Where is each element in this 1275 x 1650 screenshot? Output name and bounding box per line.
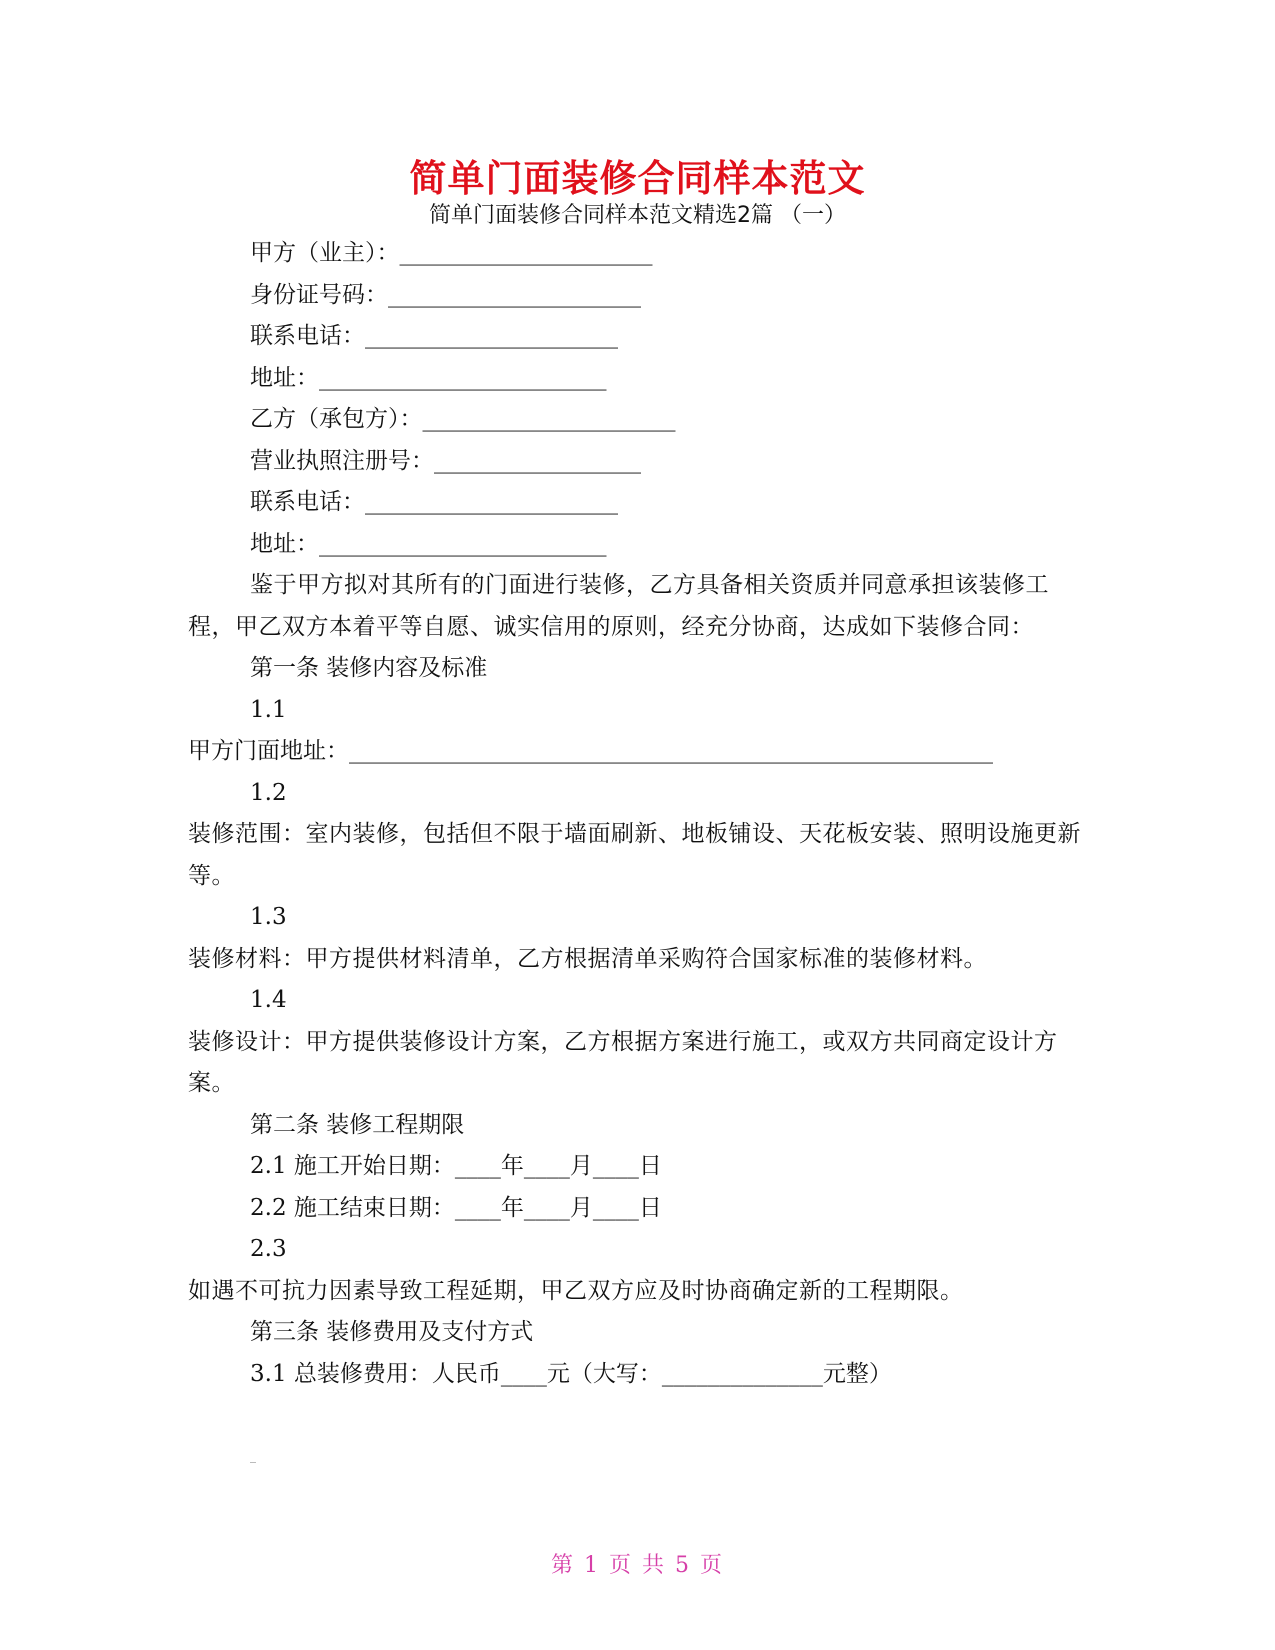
party-a-phone-field: 联系电话：______________________ — [250, 323, 618, 349]
document-title: 简单门面装修合同样本范文 — [409, 157, 866, 200]
clause-line: 3.1 总装修费用：人民币____元（大写：______________元整） — [250, 1360, 892, 1387]
document-subtitle: 简单门面装修合同样本范文精选2篇 （一） — [429, 203, 846, 228]
clause-number: 1.2 — [250, 779, 287, 806]
clause-line: 2.1 施工开始日期：____年____月____日 — [250, 1153, 662, 1179]
party-b-phone-field: 联系电话：______________________ — [250, 489, 618, 515]
party-a-address-field: 地址：_________________________ — [250, 364, 607, 391]
intro-paragraph: 鉴于甲方拟对其所有的门面进行装修，乙方具备相关资质并同意承担该装修工程，甲乙双方本着平等自愿、诚实信用的原则，经充分协商，达成如下装修合同： — [188, 572, 1049, 640]
page-footer: 第 1 页 共 5 页 — [551, 1553, 724, 1578]
clause-text: 装修范围：室内装修，包括但不限于墙面刷新、地板铺设、天花板安装、照明设施更新等。 — [188, 821, 1081, 889]
party-b-field: 乙方（承包方）：______________________ — [250, 406, 676, 432]
party-a-field: 甲方（业主）：______________________ — [250, 240, 653, 266]
clause-text: 装修材料：甲方提供材料清单，乙方根据清单采购符合国家标准的装修材料。 — [188, 945, 987, 972]
clause-number: 2.3 — [250, 1236, 287, 1262]
clause-text: 如遇不可抗力因素导致工程延期，甲乙双方应及时协商确定新的工程期限。 — [188, 1277, 964, 1304]
business-license-field: 营业执照注册号：__________________ — [250, 447, 641, 474]
document-body — [188, 233, 1088, 1395]
article-1-heading: 第一条 装修内容及标准 — [250, 655, 488, 681]
article-2-heading: 第二条 装修工程期限 — [250, 1111, 465, 1138]
clause-text: 装修设计：甲方提供装修设计方案，乙方根据方案进行施工，或双方共同商定设计方案。 — [188, 1028, 1058, 1096]
clause-text: 甲方门面地址：________________________________________________________ — [188, 738, 993, 764]
id-number-field: 身份证号码：______________________ — [250, 281, 641, 308]
clause-number: 1.4 — [250, 987, 287, 1013]
party-b-address-field: 地址：_________________________ — [250, 530, 607, 557]
page-mark — [250, 1462, 256, 1463]
clause-number: 1.3 — [250, 904, 287, 930]
article-3-heading: 第三条 装修费用及支付方式 — [250, 1319, 534, 1345]
clause-line: 2.2 施工结束日期：____年____月____日 — [250, 1194, 662, 1221]
clause-number: 1.1 — [250, 696, 287, 723]
